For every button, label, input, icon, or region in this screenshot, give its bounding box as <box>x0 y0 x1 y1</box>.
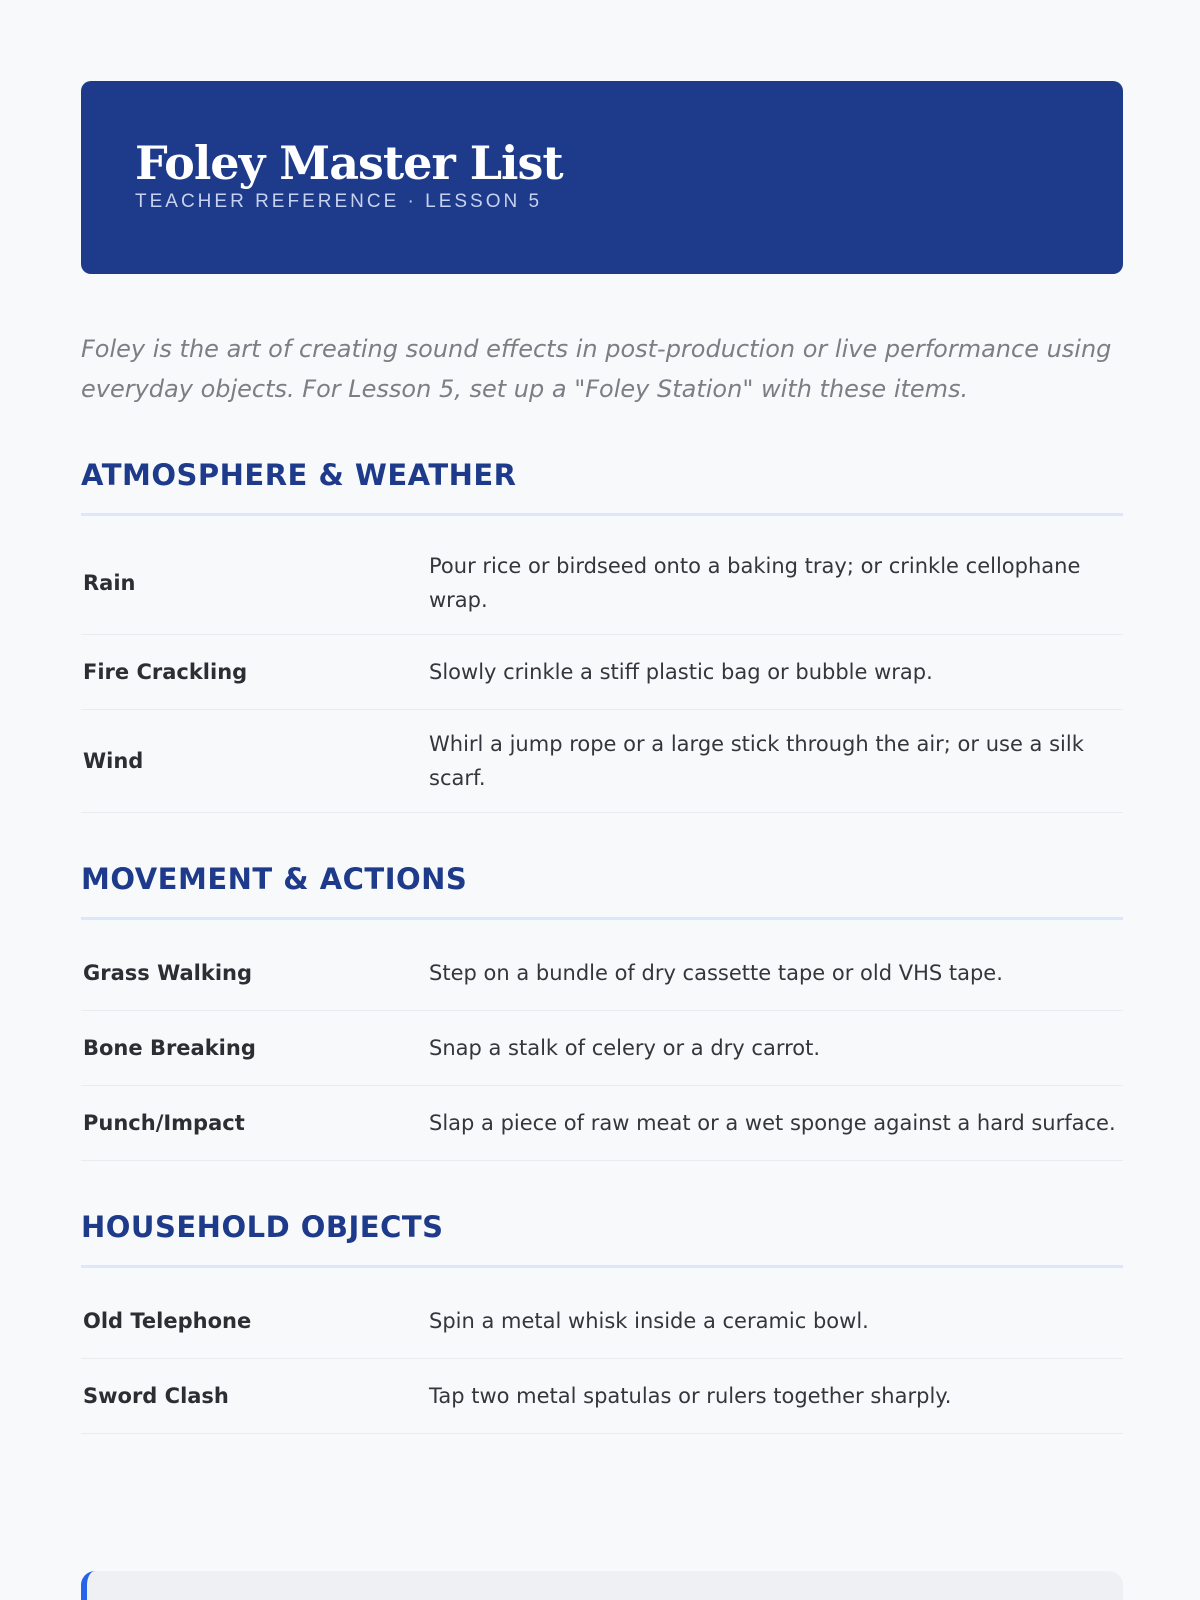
document <box>81 81 1123 1434</box>
sound-name: Old Telephone <box>83 1309 252 1333</box>
sound-name: Grass Walking <box>83 961 253 985</box>
section-heading: ATMOSPHERE & WEATHER <box>81 455 1123 516</box>
sound-name: Fire Crackling <box>83 660 248 684</box>
sound-list <box>81 936 1123 1161</box>
sound-method: Tap two metal spatulas or rulers together sharply. <box>429 1384 952 1408</box>
table-row <box>81 710 1123 813</box>
sound-method: Snap a stalk of celery or a dry carrot. <box>429 1036 821 1060</box>
table-row <box>81 1284 1123 1359</box>
section-heading: HOUSEHOLD OBJECTS <box>81 1207 1123 1268</box>
sound-name: Sword Clash <box>83 1384 229 1408</box>
sound-list <box>81 1284 1123 1434</box>
section-household-objects <box>81 1207 1123 1434</box>
sound-method: Pour rice or birdseed onto a baking tray; or crinkle cellophane wrap. <box>429 554 1081 612</box>
sound-method: Slap a piece of raw meat or a wet sponge against a hard surface. <box>429 1111 1116 1135</box>
table-row <box>81 936 1123 1011</box>
header-banner <box>81 81 1123 274</box>
intro-paragraph: Foley is the art of creating sound effects in post-production or live performance using everyday objects. For Lesson 5, set up a "Foley Station" with these items. <box>81 335 1112 403</box>
table-row <box>81 635 1123 710</box>
table-row <box>81 1011 1123 1086</box>
sound-method: Slowly crinkle a stiff plastic bag or bubble wrap. <box>429 660 933 684</box>
sound-name: Wind <box>83 749 144 773</box>
section-atmosphere-weather <box>81 455 1123 813</box>
sound-name: Bone Breaking <box>83 1036 256 1060</box>
section-heading: MOVEMENT & ACTIONS <box>81 859 1123 920</box>
section-movement-actions <box>81 859 1123 1161</box>
callout-box <box>81 1571 1123 1600</box>
table-row <box>81 532 1123 635</box>
sound-method: Step on a bundle of dry cassette tape or old VHS tape. <box>429 961 1003 985</box>
sound-name: Punch/Impact <box>83 1111 245 1135</box>
sound-list <box>81 532 1123 813</box>
sound-method: Spin a metal whisk inside a ceramic bowl. <box>429 1309 869 1333</box>
table-row <box>81 1086 1123 1161</box>
sound-method: Whirl a jump rope or a large stick through the air; or use a silk scarf. <box>429 732 1084 790</box>
page-title: Foley Master List <box>135 136 563 190</box>
sound-name: Rain <box>83 571 136 595</box>
table-row <box>81 1359 1123 1434</box>
page-subtitle: TEACHER REFERENCE · LESSON 5 <box>135 191 543 212</box>
